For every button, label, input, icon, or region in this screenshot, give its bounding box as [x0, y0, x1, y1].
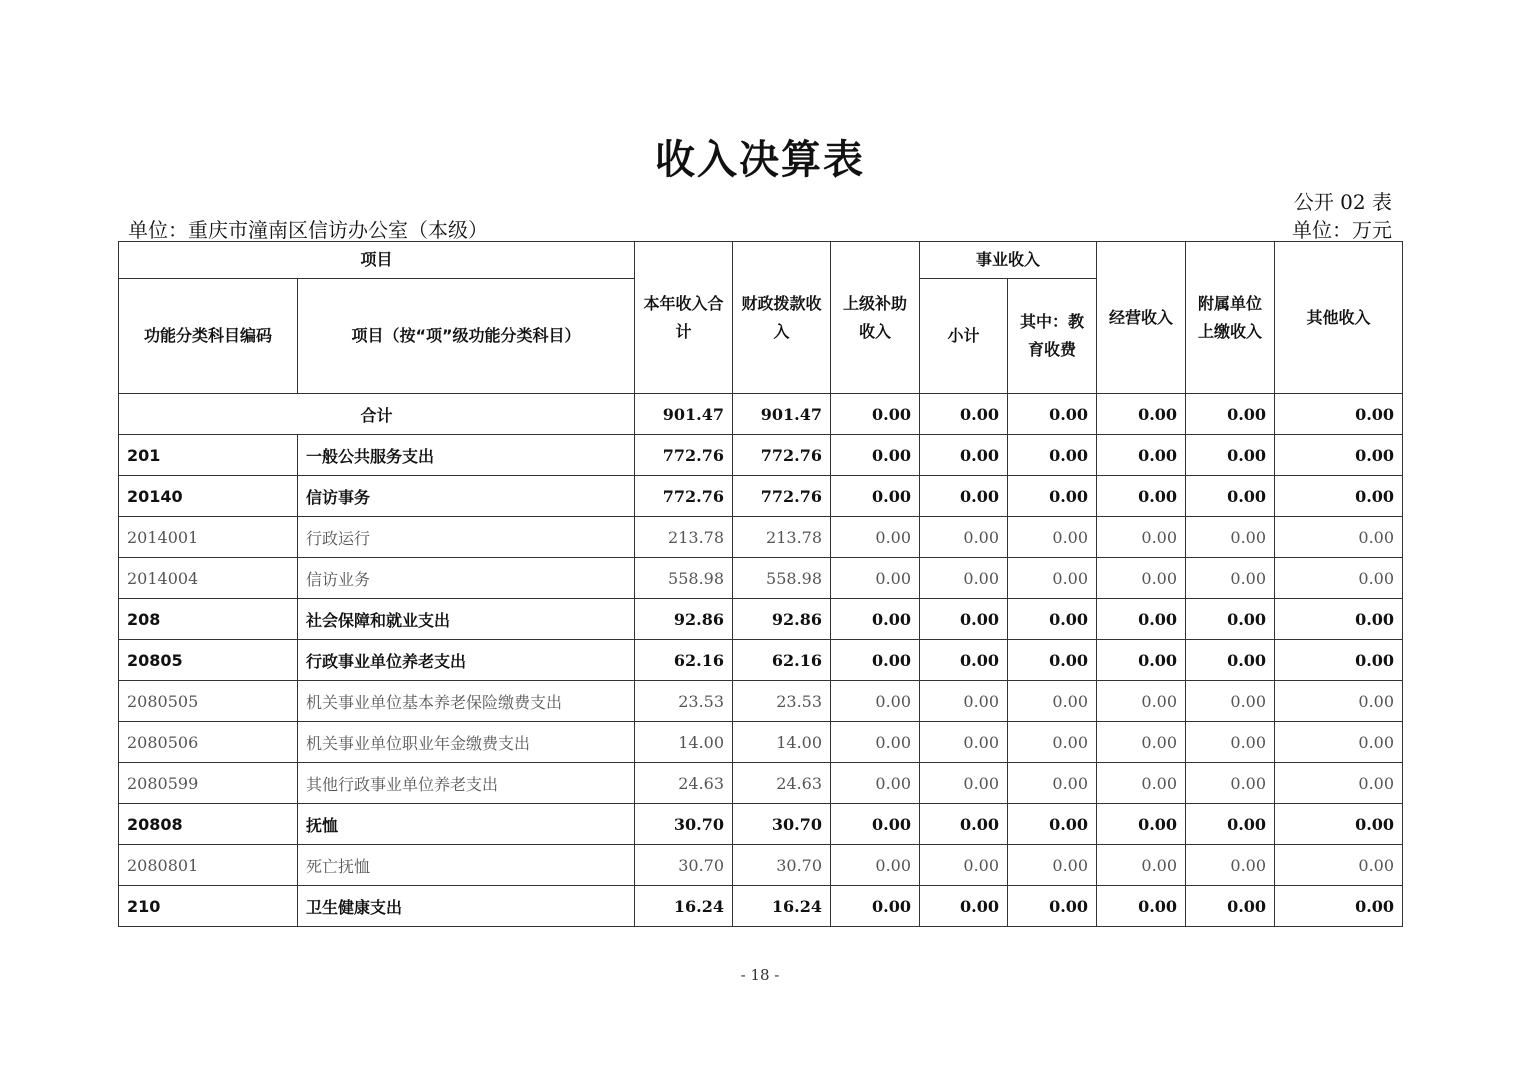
row-value: 0.00: [1186, 722, 1275, 763]
row-value: 0.00: [831, 640, 920, 681]
row-value: 0.00: [1097, 640, 1186, 681]
table-row: [119, 640, 1403, 681]
header-operating: 经营收入: [1097, 242, 1186, 394]
table-row: [119, 681, 1403, 722]
row-value: 23.53: [733, 681, 831, 722]
total-value: 901.47: [733, 394, 831, 435]
row-name: 信访业务: [298, 558, 635, 599]
row-value: 0.00: [920, 886, 1008, 927]
total-value: 901.47: [635, 394, 733, 435]
total-value: 0.00: [1008, 394, 1097, 435]
row-value: 772.76: [733, 435, 831, 476]
row-value: 0.00: [831, 599, 920, 640]
row-value: 0.00: [1008, 517, 1097, 558]
row-code: 2080801: [119, 845, 298, 886]
row-value: 0.00: [1186, 517, 1275, 558]
row-value: 0.00: [1008, 681, 1097, 722]
total-value: 0.00: [920, 394, 1008, 435]
row-value: 62.16: [635, 640, 733, 681]
row-value: 0.00: [1186, 640, 1275, 681]
row-value: 23.53: [635, 681, 733, 722]
header-subtotal: 小计: [920, 279, 1008, 394]
table-row: [119, 517, 1403, 558]
row-name: 机关事业单位职业年金缴费支出: [298, 722, 635, 763]
row-value: 0.00: [1275, 640, 1403, 681]
row-value: 0.00: [1275, 845, 1403, 886]
table-row: [119, 476, 1403, 517]
header-affiliated: 附属单位上缴收入: [1186, 242, 1275, 394]
row-name: 死亡抚恤: [298, 845, 635, 886]
row-value: 92.86: [635, 599, 733, 640]
row-code: 210: [119, 886, 298, 927]
row-value: 0.00: [920, 558, 1008, 599]
row-value: 0.00: [920, 435, 1008, 476]
total-value: 0.00: [1186, 394, 1275, 435]
row-value: 30.70: [635, 804, 733, 845]
row-value: 0.00: [1275, 517, 1403, 558]
table-row: [119, 435, 1403, 476]
table-row: [119, 845, 1403, 886]
row-value: 0.00: [1186, 886, 1275, 927]
total-value: 0.00: [1275, 394, 1403, 435]
row-value: 0.00: [1186, 558, 1275, 599]
row-name: 机关事业单位基本养老保险缴费支出: [298, 681, 635, 722]
row-value: 0.00: [1097, 517, 1186, 558]
row-value: 0.00: [1008, 804, 1097, 845]
row-value: 0.00: [1008, 640, 1097, 681]
row-name: 信访事务: [298, 476, 635, 517]
row-value: 0.00: [1275, 476, 1403, 517]
row-code: 2080599: [119, 763, 298, 804]
row-value: 213.78: [733, 517, 831, 558]
header-superior: 上级补助收入: [831, 242, 920, 394]
page-title: 收入决算表: [655, 137, 865, 183]
row-value: 0.00: [1275, 722, 1403, 763]
header-total-income: 本年收入合计: [635, 242, 733, 394]
row-value: 0.00: [831, 681, 920, 722]
row-code: 20140: [119, 476, 298, 517]
row-value: 0.00: [1275, 435, 1403, 476]
row-value: 0.00: [1275, 599, 1403, 640]
row-value: 0.00: [1097, 476, 1186, 517]
row-name: 卫生健康支出: [298, 886, 635, 927]
row-value: 0.00: [1008, 722, 1097, 763]
row-value: 0.00: [1186, 435, 1275, 476]
row-value: 0.00: [920, 640, 1008, 681]
row-value: 0.00: [1008, 599, 1097, 640]
row-value: 0.00: [1186, 845, 1275, 886]
table-row: [119, 763, 1403, 804]
row-value: 558.98: [733, 558, 831, 599]
header-edu-fee: 其中：教育收费: [1008, 279, 1097, 394]
row-value: 0.00: [831, 845, 920, 886]
row-value: 0.00: [1008, 845, 1097, 886]
row-value: 0.00: [1097, 435, 1186, 476]
row-value: 0.00: [1186, 804, 1275, 845]
row-value: 772.76: [733, 476, 831, 517]
table-row: [119, 599, 1403, 640]
row-value: 30.70: [635, 845, 733, 886]
row-value: 0.00: [920, 599, 1008, 640]
row-name: 行政事业单位养老支出: [298, 640, 635, 681]
row-value: 0.00: [1097, 886, 1186, 927]
row-value: 0.00: [1275, 558, 1403, 599]
header-project: 项目: [119, 242, 635, 279]
row-value: 0.00: [1008, 558, 1097, 599]
row-value: 0.00: [1097, 681, 1186, 722]
row-code: 20805: [119, 640, 298, 681]
row-value: 14.00: [635, 722, 733, 763]
row-value: 0.00: [920, 681, 1008, 722]
form-number: 公开 02 表: [1293, 190, 1392, 214]
row-value: 772.76: [635, 435, 733, 476]
row-value: 0.00: [831, 476, 920, 517]
total-row: [119, 394, 1403, 435]
row-value: 16.24: [635, 886, 733, 927]
unit-organization: 单位：重庆市潼南区信访办公室（本级）: [128, 218, 488, 242]
row-code: 2014001: [119, 517, 298, 558]
total-label: 合计: [119, 394, 635, 435]
row-code: 208: [119, 599, 298, 640]
header-fiscal: 财政拨款收入: [733, 242, 831, 394]
row-value: 0.00: [1186, 476, 1275, 517]
row-value: 0.00: [1008, 435, 1097, 476]
page-number: - 18 -: [740, 966, 780, 984]
row-value: 30.70: [733, 804, 831, 845]
total-value: 0.00: [1097, 394, 1186, 435]
row-value: 0.00: [831, 763, 920, 804]
row-value: 0.00: [920, 845, 1008, 886]
total-value: 0.00: [831, 394, 920, 435]
row-value: 0.00: [1097, 763, 1186, 804]
row-value: 0.00: [920, 763, 1008, 804]
row-value: 772.76: [635, 476, 733, 517]
row-value: 0.00: [831, 435, 920, 476]
row-name: 社会保障和就业支出: [298, 599, 635, 640]
row-code: 2080506: [119, 722, 298, 763]
row-name: 抚恤: [298, 804, 635, 845]
row-value: 16.24: [733, 886, 831, 927]
row-value: 24.63: [635, 763, 733, 804]
row-value: 0.00: [920, 804, 1008, 845]
income-table: [118, 241, 1403, 927]
table-row: [119, 558, 1403, 599]
row-value: 0.00: [1008, 476, 1097, 517]
row-value: 0.00: [1097, 599, 1186, 640]
row-code: 2080505: [119, 681, 298, 722]
unit-currency: 单位：万元: [1292, 218, 1392, 242]
row-code: 20808: [119, 804, 298, 845]
row-value: 213.78: [635, 517, 733, 558]
row-value: 0.00: [920, 517, 1008, 558]
row-value: 0.00: [1186, 599, 1275, 640]
row-value: 0.00: [1097, 722, 1186, 763]
row-value: 14.00: [733, 722, 831, 763]
row-name: 一般公共服务支出: [298, 435, 635, 476]
row-value: 0.00: [1008, 763, 1097, 804]
row-name: 其他行政事业单位养老支出: [298, 763, 635, 804]
row-code: 2014004: [119, 558, 298, 599]
row-value: 0.00: [1097, 804, 1186, 845]
row-value: 62.16: [733, 640, 831, 681]
row-code: 201: [119, 435, 298, 476]
row-value: 0.00: [831, 558, 920, 599]
row-value: 0.00: [831, 804, 920, 845]
row-value: 0.00: [1186, 763, 1275, 804]
row-value: 92.86: [733, 599, 831, 640]
row-value: 0.00: [831, 886, 920, 927]
header-code: 功能分类科目编码: [119, 279, 298, 394]
row-value: 0.00: [1275, 804, 1403, 845]
row-value: 0.00: [1097, 845, 1186, 886]
row-value: 0.00: [1186, 681, 1275, 722]
header-item: 项目（按“项”级功能分类科目）: [298, 279, 635, 394]
table-row: [119, 886, 1403, 927]
row-value: 24.63: [733, 763, 831, 804]
row-value: 0.00: [920, 476, 1008, 517]
row-value: 0.00: [831, 517, 920, 558]
row-value: 0.00: [1275, 886, 1403, 927]
row-value: 0.00: [1097, 558, 1186, 599]
header-business: 事业收入: [920, 242, 1097, 279]
row-value: 0.00: [831, 722, 920, 763]
row-value: 0.00: [1008, 886, 1097, 927]
row-value: 0.00: [1275, 681, 1403, 722]
row-value: 0.00: [1275, 763, 1403, 804]
row-value: 0.00: [920, 722, 1008, 763]
row-value: 30.70: [733, 845, 831, 886]
header-other: 其他收入: [1275, 242, 1403, 394]
table-row: [119, 722, 1403, 763]
row-value: 558.98: [635, 558, 733, 599]
row-name: 行政运行: [298, 517, 635, 558]
table-row: [119, 804, 1403, 845]
